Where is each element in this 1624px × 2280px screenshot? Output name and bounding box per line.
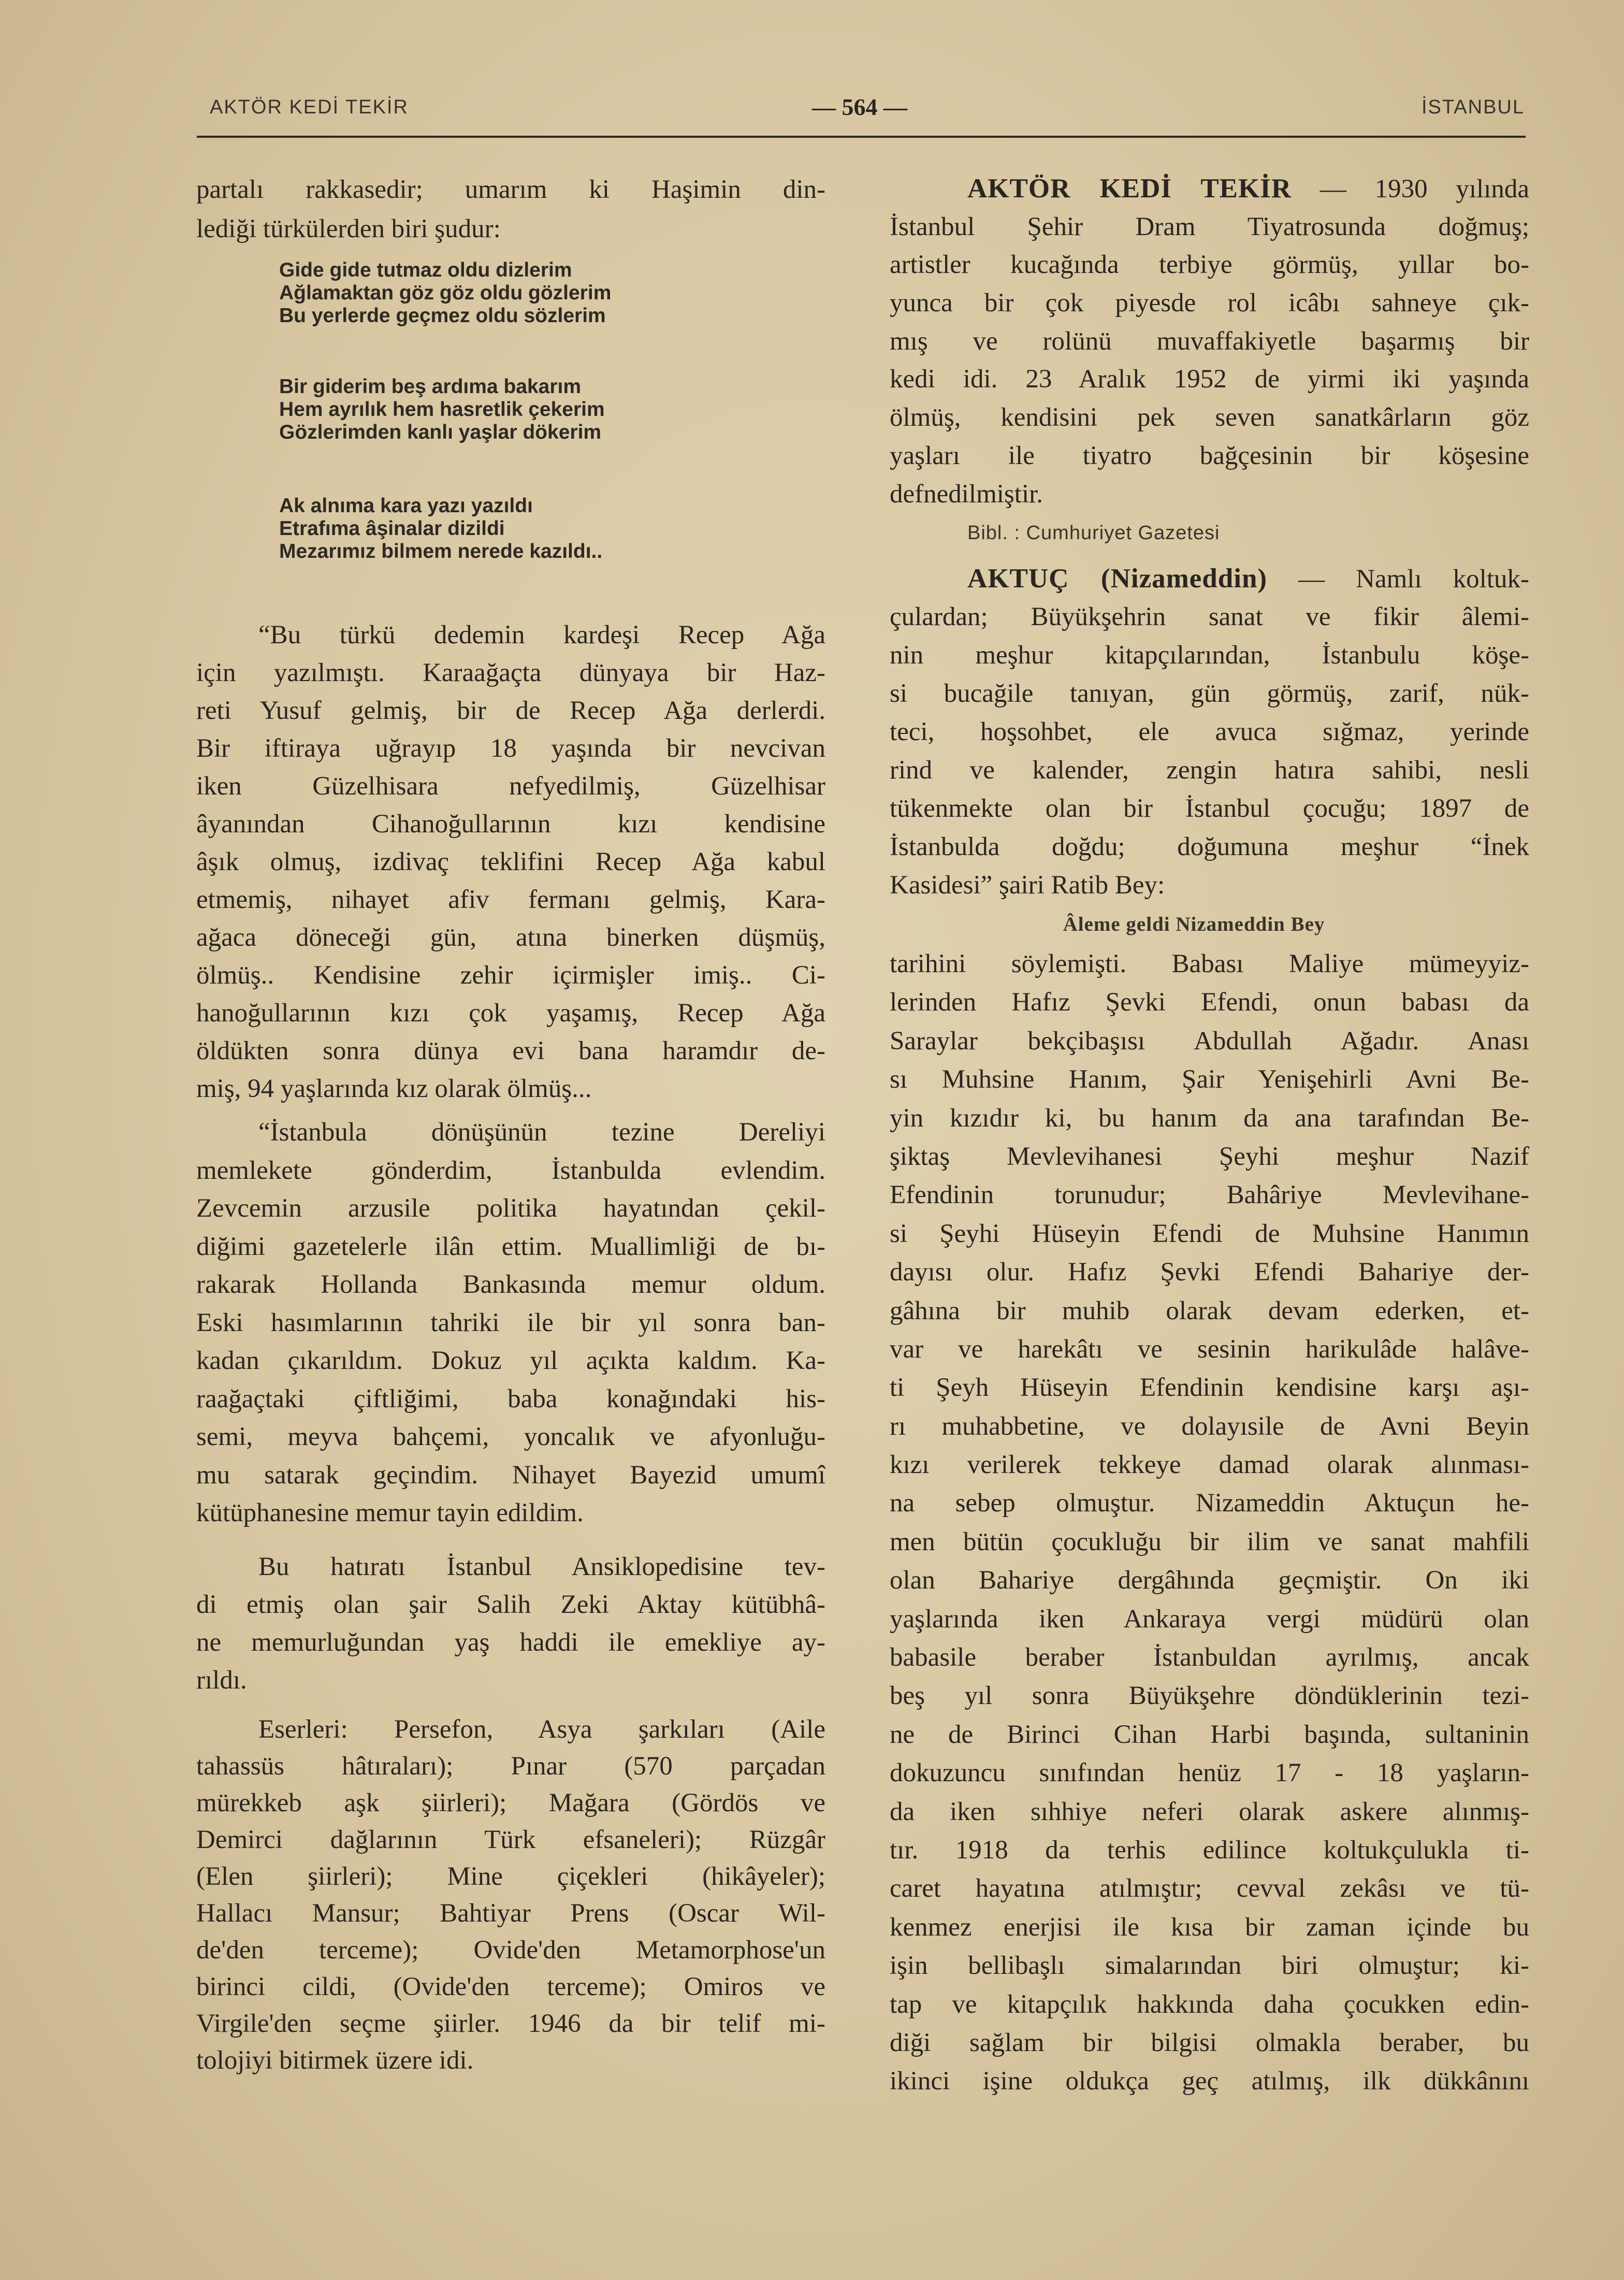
text-line: öldükten sonra dünya evi bana haramdır de- bbox=[196, 1036, 825, 1065]
stanza-lines bbox=[279, 495, 797, 563]
entry-lines bbox=[890, 945, 1529, 2101]
text-line: Hallacı Mansur; Bahtiyar Prens (Oscar Wil- bbox=[196, 1899, 825, 1928]
text-line: partalı rakkasedir; umarım ki Haşimin din- bbox=[196, 175, 825, 204]
encyclopedia-entry bbox=[890, 559, 1529, 904]
text-line: kadan çıkarıldım. Dokuz yıl açıkta kaldım. Ka- bbox=[196, 1346, 825, 1375]
text-line: ağaca döneceği gün, atına binerken düşmüş, bbox=[196, 923, 825, 952]
text-line: Gide gide tutmaz oldu dizlerim bbox=[279, 259, 572, 281]
text-line: Ağlamaktan göz göz oldu gözlerim bbox=[279, 282, 612, 304]
text-line: şiktaş Mevlevihanesi Şeyhi meşhur Nazif bbox=[890, 1142, 1529, 1171]
text-line: Bu yerlerde geçmez oldu sözlerim bbox=[279, 305, 606, 327]
text-line: Bir iftiraya uğrayıp 18 yaşında bir nevcivan bbox=[196, 734, 825, 763]
quote-paragraph bbox=[196, 616, 825, 1108]
text-line: yaşlarında iken Ankaraya vergi müdürü olan bbox=[890, 1604, 1529, 1634]
text-line: rı muhabbetine, ve dolayısile de Avni Beyin bbox=[890, 1411, 1529, 1441]
text-line: birinci cildi, (Ovide'den terceme); Omiros ve bbox=[196, 1972, 825, 2001]
text-line: ölmüş, kendisini pek seven sanatkârların göz bbox=[890, 403, 1529, 432]
text-line: kütüphanesine memur tayin edildim. bbox=[196, 1498, 584, 1527]
text-line: kedi idi. 23 Aralık 1952 de yirmi iki yaşında bbox=[890, 365, 1529, 394]
text-line: “Bu türkü dedemin kardeşi Recep Ağa bbox=[258, 620, 825, 650]
text-line: Kasidesi” şairi Ratib Bey: bbox=[890, 871, 1165, 900]
text-line: men bütün çocukluğu bir ilim ve sanat mahfili bbox=[890, 1527, 1529, 1556]
text-line: artistler kucağında terbiye görmüş, yıllar bo- bbox=[890, 250, 1529, 280]
text-line: rakarak Hollanda Bankasında memur oldum. bbox=[196, 1270, 825, 1299]
entry-heading: AKTÖR KEDİ TEKİR bbox=[967, 174, 1292, 204]
text-line: tarihini söylemişti. Babası Maliye mümeyyiz- bbox=[890, 949, 1529, 978]
text-line: ne memurluğundan yaş haddi ile emekliye ay- bbox=[196, 1628, 825, 1657]
text-line: var ve harekâtı ve sesinin harikulâde halâve- bbox=[890, 1334, 1529, 1364]
text-line: teci, hoşsohbet, ele avuca sığmaz, yerinde bbox=[890, 717, 1529, 746]
verse-quotation: Âleme geldi Nizameddin Bey bbox=[1063, 913, 1325, 935]
text-line: Hem ayrılık hem hasretlik çekerim bbox=[279, 398, 605, 421]
text-line: olan Bahariye dergâhında geçmiştir. On iki bbox=[890, 1566, 1529, 1595]
text-line: ne de Birinci Cihan Harbi başında, sultaninin bbox=[890, 1720, 1529, 1749]
text-line: tükenmekte olan bir İstanbul çocuğu; 1897 de bbox=[890, 794, 1529, 823]
paragraph-lines bbox=[196, 616, 825, 1108]
text-line: semi, meyva bahçemi, yoncalık ve afyonluğu- bbox=[196, 1422, 825, 1451]
continued-paragraph bbox=[196, 170, 825, 249]
entry-first-line bbox=[890, 559, 1529, 598]
stanza-lines bbox=[279, 259, 797, 327]
text-line: Ak alnıma kara yazı yazıldı bbox=[279, 495, 533, 517]
encyclopedia-entry bbox=[890, 170, 1529, 513]
text-line: “İstanbula dönüşünün tezine Dereliyi bbox=[258, 1118, 825, 1147]
text-line: (Elen şiirleri); Mine çiçekleri (hikâyeler); bbox=[196, 1862, 825, 1891]
entry-lines bbox=[890, 598, 1529, 904]
text-line: nin meşhur kitapçılarından, İstanbulu köşe- bbox=[890, 641, 1529, 670]
text-line: İstanbulda doğdu; doğumuna meşhur “İnek bbox=[890, 832, 1529, 861]
text-line: için yazılmıştı. Karaağaçta dünyaya bir Haz- bbox=[196, 658, 825, 687]
paragraph-lines bbox=[196, 1114, 825, 1533]
paragraph-lines bbox=[196, 1548, 825, 1699]
bibliography-note: Bibl. : Cumhuriyet Gazetesi bbox=[967, 522, 1220, 544]
text-line: diği sağlam bir bilgisi olmakla beraber, bu bbox=[890, 2028, 1529, 2057]
text-line: hanoğullarının kızı çok yaşamış, Recep Ağa bbox=[196, 999, 825, 1028]
text-line: defnedilmiştir. bbox=[890, 479, 1043, 509]
body-paragraph bbox=[196, 1548, 825, 1699]
text-line: Saraylar bekçibaşısı Abdullah Ağadır. Anası bbox=[890, 1026, 1529, 1056]
text-line: rind ve kalender, zengin hatıra sahibi, nesli bbox=[890, 756, 1529, 785]
running-head-title: İSTANBUL bbox=[1421, 96, 1525, 118]
entry-lines bbox=[890, 208, 1529, 514]
text-line: Virgile'den seçme şiirler. 1946 da bir telif mi- bbox=[196, 2009, 825, 2038]
quote-paragraph bbox=[196, 1114, 825, 1533]
poem-stanza bbox=[279, 259, 797, 327]
text-line: yunca bir çok piyesde rol icâbı sahneye çık- bbox=[890, 288, 1529, 318]
text-line: di etmiş olan şair Salih Zeki Aktay kütübhâ- bbox=[196, 1590, 825, 1619]
text-line: Eski hasımlarının tahriki ile bir yıl sonra ban- bbox=[196, 1308, 825, 1337]
paragraph-lines bbox=[196, 1711, 825, 2079]
entry-first-line-text: — 1930 yılında bbox=[1320, 175, 1529, 204]
text-line: memlekete gönderdim, İstanbulda evlendim. bbox=[196, 1156, 825, 1185]
text-line: yaşları ile tiyatro bağçesinin bir köşesine bbox=[890, 441, 1529, 470]
text-line: Demirci dağlarının Türk efsaneleri); Rüzgâr bbox=[196, 1825, 825, 1854]
text-line: rıldı. bbox=[196, 1666, 247, 1695]
entry-heading: AKTUÇ (Nizameddin) bbox=[967, 564, 1268, 594]
header-rule bbox=[197, 136, 1526, 138]
text-line: iken Güzelhisara nefyedilmiş, Güzelhisar bbox=[196, 772, 825, 801]
page-number: — 564 — bbox=[812, 94, 907, 120]
text-line: Bir giderim beş ardıma bakarım bbox=[279, 376, 582, 398]
text-line: si bucağile tanıyan, gün görmüş, zarif, nük- bbox=[890, 679, 1529, 708]
text-line: caret hayatına atılmıştır; cevval zekâsı ve tü- bbox=[890, 1874, 1529, 1903]
text-line: Eserleri: Persefon, Asya şarkıları (Aile bbox=[258, 1715, 825, 1744]
running-head-entry: AKTÖR KEDİ TEKİR bbox=[210, 96, 409, 118]
text-line: si Şeyhi Hüseyin Efendi de Muhsine Hanımın bbox=[890, 1219, 1529, 1248]
text-line: ikinci işine oldukça geç atılmış, ilk dükkânını bbox=[890, 2067, 1529, 2096]
text-line: na sebep olmuştur. Nizameddin Aktuçun he- bbox=[890, 1489, 1529, 1518]
text-line: mürekkeb aşk şiirleri); Mağara (Gördös ve bbox=[196, 1788, 825, 1817]
text-line: mış ve rolünü muvaffakiyetle başarmış bir bbox=[890, 326, 1529, 356]
text-line: lerinden Hafız Şevki Efendi, onun babası da bbox=[890, 988, 1529, 1017]
text-line: dayısı olur. Hafız Şevki Efendi Bahariye der- bbox=[890, 1258, 1529, 1287]
text-line: Bu hatıratı İstanbul Ansiklopedisine tev- bbox=[258, 1552, 825, 1581]
text-line: işin bellibaşlı simalarından biri olmuştur; ki- bbox=[890, 1951, 1529, 1981]
text-line: da iken sıhhiye neferi olarak askere alınmış- bbox=[890, 1797, 1529, 1826]
entry-continuation bbox=[890, 945, 1529, 2101]
text-line: babasile beraber İstanbuldan ayrılmış, ancak bbox=[890, 1643, 1529, 1672]
text-line: tahassüs hâtıraları); Pınar (570 parçadan bbox=[196, 1752, 825, 1781]
text-line: âyanından Cihanoğullarının kızı kendisine bbox=[196, 810, 825, 839]
text-line: kenmez enerjisi ile kısa bir zaman içinde bu bbox=[890, 1912, 1529, 1942]
text-line: miş, 94 yaşlarında kız olarak ölmüş... bbox=[196, 1074, 592, 1103]
text-line: Zevcemin arzusile politika hayatından çekil- bbox=[196, 1194, 825, 1223]
text-line: tolojiyi bitirmek üzere idi. bbox=[196, 2046, 474, 2075]
poem-stanza bbox=[279, 376, 797, 444]
text-line: çulardan; Büyükşehrin sanat ve fikir âlemi- bbox=[890, 602, 1529, 631]
entry-first-line-text: — Namlı koltuk- bbox=[1298, 565, 1529, 594]
page-header bbox=[0, 0, 1624, 145]
text-line: reti Yusuf gelmiş, bir de Recep Ağa derlerdi. bbox=[196, 696, 825, 725]
text-line: gâhına bir muhib olarak devam ederken, et- bbox=[890, 1296, 1529, 1325]
text-line: ölmüş.. Kendisine zehir içirmişler imiş.. Ci- bbox=[196, 961, 825, 990]
text-line: beş yıl sonra Büyükşehre döndüklerinin tezi- bbox=[890, 1681, 1529, 1711]
text-line: âşık olmuş, izdivaç teklifini Recep Ağa kabul bbox=[196, 847, 825, 876]
text-line: de'den terceme); Ovide'den Metamorphose'un bbox=[196, 1936, 825, 1965]
text-line: ti Şeyh Hüseyin Efendinin kendisine karşı aşı- bbox=[890, 1373, 1529, 1403]
text-line: sı Muhsine Hanım, Şair Yenişehirli Avni Be- bbox=[890, 1065, 1529, 1094]
stanza-lines bbox=[279, 376, 797, 444]
text-line: lediği türkülerden biri şudur: bbox=[196, 214, 501, 243]
text-line: Gözlerimden kanlı yaşlar dökerim bbox=[279, 421, 602, 443]
text-line: mu satarak geçindim. Nihayet Bayezid umumî bbox=[196, 1460, 825, 1490]
text-line: tır. 1918 da terhis edilince koltukçulukla ti- bbox=[890, 1835, 1529, 1865]
poem-stanza bbox=[279, 495, 797, 563]
text-line: etmemiş, nihayet afiv fermanı gelmiş, Kara- bbox=[196, 885, 825, 914]
text-line: İstanbul Şehir Dram Tiyatrosunda doğmuş; bbox=[890, 212, 1529, 241]
text-line: Etrafıma âşinalar dizildi bbox=[279, 517, 505, 540]
text-line: Mezarımız bilmem nerede kazıldı.. bbox=[279, 540, 603, 562]
works-paragraph bbox=[196, 1711, 825, 2079]
text-line: yin kızıdır ki, bu hanım da ana tarafından Be- bbox=[890, 1103, 1529, 1133]
paragraph-lines bbox=[196, 170, 825, 249]
entry-first-line bbox=[890, 170, 1529, 208]
text-line: raağaçtaki çiftliğimi, baba konağındaki his- bbox=[196, 1384, 825, 1413]
text-line: diğimi gazetelerle ilân ettim. Muallimliği de bı- bbox=[196, 1232, 825, 1261]
text-line: kızı verilerek tekkeye damad olarak alınması- bbox=[890, 1450, 1529, 1480]
text-line: Efendinin torunudur; Bahâriye Mevlevihane- bbox=[890, 1180, 1529, 1210]
text-line: tap ve kitapçılık hakkında daha çocukken edin- bbox=[890, 1989, 1529, 2019]
text-line: dokuzuncu sınıfından henüz 17 - 18 yaşların- bbox=[890, 1758, 1529, 1788]
